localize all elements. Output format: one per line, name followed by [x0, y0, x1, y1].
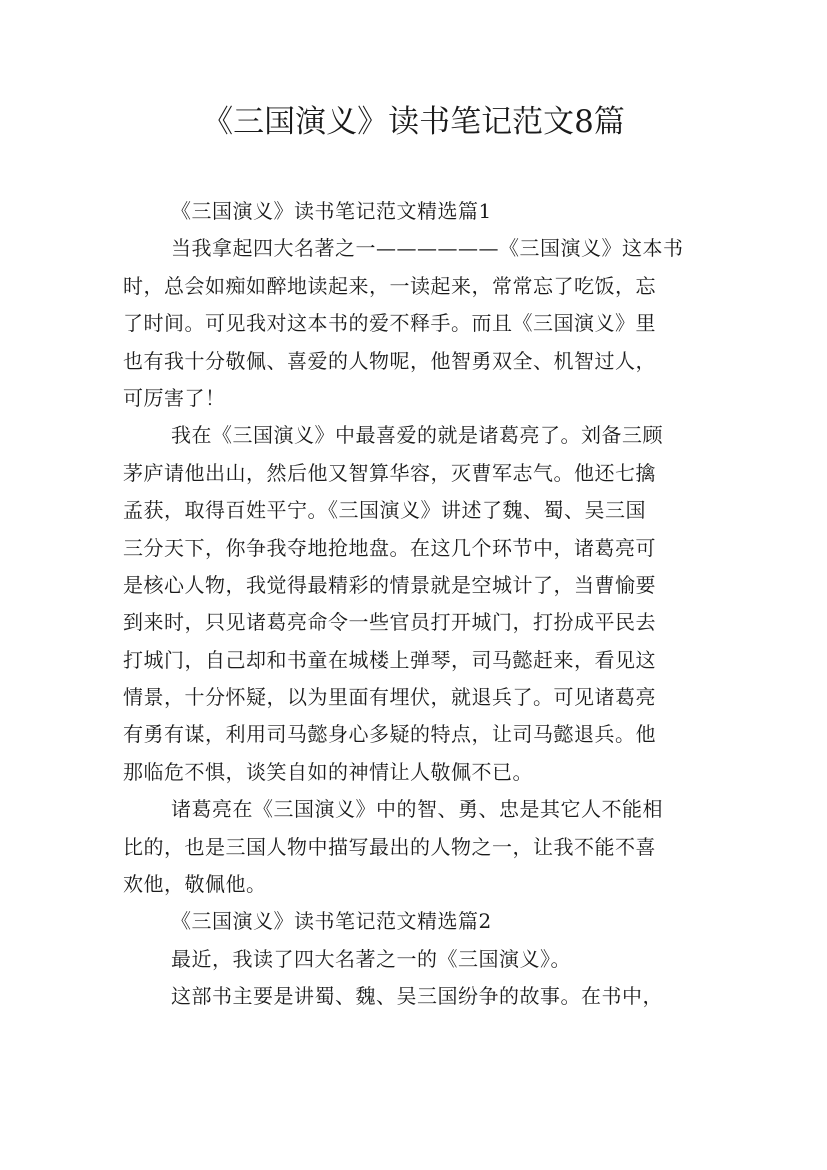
text-line: 打城门，自己却和书童在城楼上弹琴，司马懿赶来，看见这	[123, 647, 656, 672]
text-line: 时，总会如痴如醉地读起来，一读起来，常常忘了吃饭，忘	[123, 273, 656, 298]
text-line: 欢他，敬佩他。	[123, 872, 267, 897]
text-line: 到来时，只见诸葛亮命令一些官员打开城门，打扮成平民去	[123, 610, 656, 635]
text-line: 这部书主要是讲蜀、魏、吴三国纷争的故事。在书中，	[171, 984, 663, 1009]
text-line: 情景，十分怀疑，以为里面有埋伏，就退兵了。可见诸葛亮	[123, 685, 656, 710]
text-line: 比的，也是三国人物中描写最出的人物之一，让我不能不喜	[123, 834, 656, 859]
text-line: 有勇有谋，利用司马懿身心多疑的特点，让司马懿退兵。他	[123, 722, 656, 747]
text-line: 是核心人物，我觉得最精彩的情景就是空城计了，当曹愉要	[123, 572, 656, 597]
document-title: 《三国演义》读书笔记范文8篇	[202, 104, 625, 140]
text-line: 最近，我读了四大名著之一的《三国演义》。	[171, 946, 571, 971]
text-line: 茅庐请他出山，然后他又智算华容，灭曹军志气。他还七擒	[123, 460, 656, 485]
text-line: 三分天下，你争我夺地抢地盘。在这几个环节中，诸葛亮可	[123, 535, 656, 560]
text-line: 也有我十分敬佩、喜爱的人物呢，他智勇双全、机智过人，	[123, 348, 656, 373]
text-line: 《三国演义》读书笔记范文精选篇2	[171, 909, 492, 934]
document-body	[123, 193, 713, 1016]
text-line: 孟获，取得百姓平宁。《三国演义》讲述了魏、蜀、吴三国	[123, 498, 646, 523]
text-line: 《三国演义》读书笔记范文精选篇1	[171, 199, 492, 223]
text-line: 可厉害了！	[123, 385, 226, 410]
text-line: 了时间。可见我对这本书的爱不释手。而且《三国演义》里	[123, 311, 656, 336]
text-line: 那临危不惧，谈笑自如的神情让人敬佩不已。	[123, 759, 533, 784]
text-line: 当我拿起四大名著之一——————《三国演义》这本书	[171, 236, 684, 261]
text-line: 我在《三国演义》中最喜爱的就是诸葛亮了。刘备三顾	[171, 423, 663, 448]
text-line: 诸葛亮在《三国演义》中的智、勇、忠是其它人不能相	[171, 797, 663, 822]
